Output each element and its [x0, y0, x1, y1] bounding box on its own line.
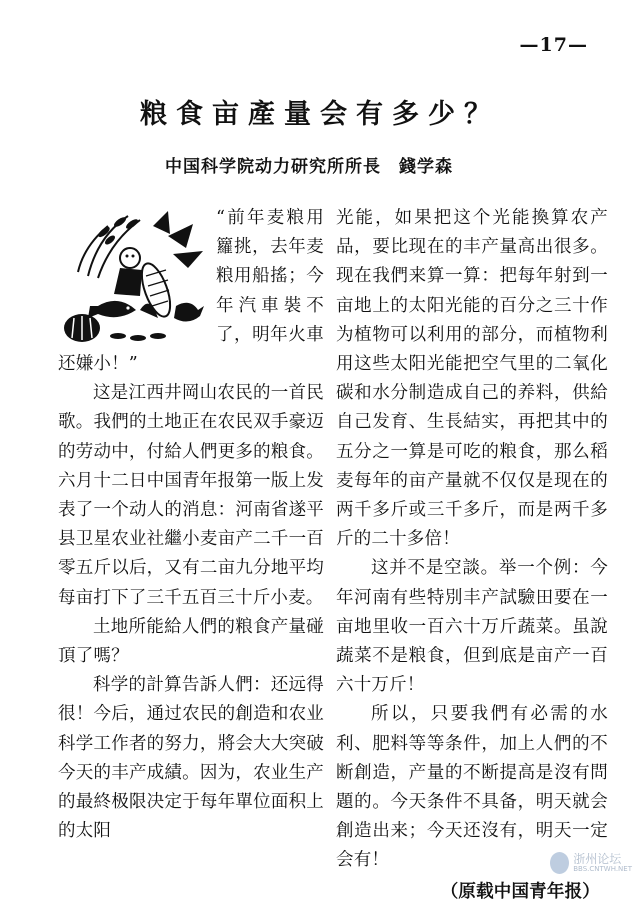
paragraph: 所以，只要我們有必需的水利、肥料等等条件，加上人們的不断創造，产量的不断提高是沒有問題的。今天条件不具备，明天就会創造出来；今天还沒有，明天一定会有！	[336, 704, 608, 871]
site-logo-icon	[550, 852, 569, 874]
page-number: —17—	[519, 34, 588, 56]
watermark-subtext: BBS.CNTWH.NET	[573, 865, 632, 873]
article-title: 粮食亩產量会有多少？	[140, 99, 500, 130]
paragraph: 科学的計算告訴人們：还远得很！今后，通过农民的創造和农业科学工作者的努力，將会大大突破今天的丰产成績。因为，农业生产的最終极限决定于每年單位面积上的太阳	[58, 675, 324, 842]
source-credit: （原载中国青年报）	[440, 881, 600, 902]
harvest-illustration	[58, 206, 208, 348]
paragraph: 光能，如果把这个光能換算农产品，要比现在的丰产量高出很多。现在我們来算一算：把每年射到一亩地上的太阳光能的百分之三十作为植物可以利用的部分，而植物利用这些太阳光能把空气里的二氧化碳和水分制造成自己的养料，供給自己发育、生長結实，再把其中的五分之一算是可吃的粮食，那么稻麦每年的亩产量就不仅仅是现在的两千多斤或三千多斤，而是两千多斤的二十多倍！	[336, 208, 608, 550]
byline	[165, 152, 453, 177]
right-column	[336, 204, 608, 907]
author-affiliation: 中国科学院动力研究所所長	[165, 157, 381, 177]
paragraph: 这并不是空談。举一个例：今年河南有些特別丰产試驗田要在一亩地里收一百六十万斤蔬菜。虽說蔬菜不是粮食，但到底是亩产一百六十万斤！	[336, 558, 608, 696]
author-name: 錢学森	[399, 157, 453, 177]
folk-song-quote: “前年麦粮用籮挑，去年麦粮用船搖；今年汽車裝不了，明年火車还嫌小！”	[58, 208, 324, 375]
paragraph: 土地所能給人們的粮食产量碰頂了嗎？	[58, 616, 324, 667]
paragraph: 这是江西井岡山农民的一首民歌。我們的土地正在农民双手豪迈的劳动中，付給人們更多的粮食。六月十二日中国青年报第一版上发表了一个动人的消息：河南省遂平县卫星农业社繼小麦亩产二千一百零五斤以后，又有二亩九分地平均每亩打下了三千五百三十斤小麦。	[58, 383, 324, 608]
watermark-text: 浙州论坛	[573, 852, 622, 866]
site-watermark	[550, 849, 632, 877]
left-column	[58, 204, 324, 846]
